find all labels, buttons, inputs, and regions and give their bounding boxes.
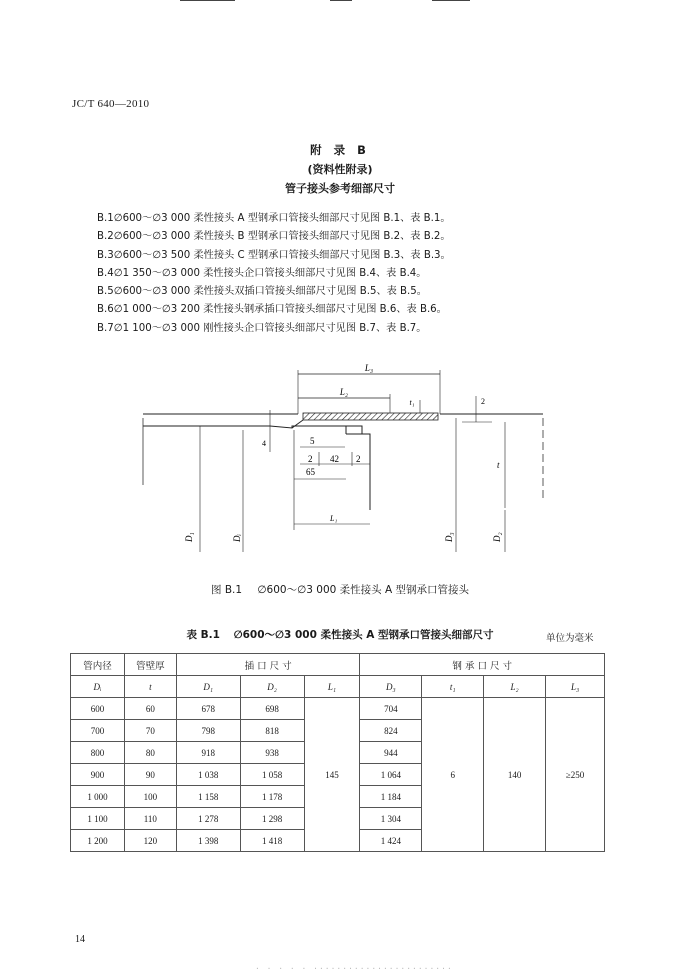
cell-di: 1 000: [71, 786, 125, 808]
header-l1: L₁: [304, 676, 360, 698]
clause-b1: B.1∅600～∅3 000 柔性接头 A 型钢承口管接头细部尺寸见图 B.1、表 B.1。: [97, 213, 451, 224]
label-two-right: 2: [481, 397, 485, 406]
cell-d1: 1 398: [176, 830, 240, 852]
cell-l2-shared: 140: [484, 698, 546, 852]
page-number: 14: [75, 934, 85, 945]
figure-caption: [0, 582, 680, 597]
cell-di: 1 100: [71, 808, 125, 830]
cell-d3: 1 064: [360, 764, 422, 786]
header-bell: 钢 承 口 尺 寸: [360, 654, 605, 676]
unit-label: 单位为毫米: [546, 633, 594, 644]
label-t1: t₁: [409, 398, 415, 407]
cell-d3: 1 304: [360, 808, 422, 830]
label-forty-two: 42: [330, 454, 339, 464]
label-four: 4: [262, 439, 266, 448]
header-l2: L₂: [484, 676, 546, 698]
cell-l1-shared: 145: [304, 698, 360, 852]
dimension-table: [70, 653, 605, 852]
label-l1: L₁: [330, 514, 338, 523]
cell-d1: 798: [176, 720, 240, 742]
cell-d3: 944: [360, 742, 422, 764]
label-five: 5: [310, 436, 315, 446]
cell-di: 700: [71, 720, 125, 742]
cell-t1-shared: 6: [422, 698, 484, 852]
clause-list: [97, 210, 451, 338]
document-code: JC/T 640—2010: [72, 98, 150, 110]
bell-flare: [292, 420, 303, 428]
cell-d2: 1 178: [240, 786, 304, 808]
label-sixty-five: 65: [306, 467, 315, 477]
label-di: Dᵢ: [232, 534, 242, 542]
clause-b2: B.2∅600～∅3 000 柔性接头 B 型钢承口管接头细部尺寸见图 B.2、表 B.2。: [97, 231, 451, 243]
cell-d1: 1 038: [176, 764, 240, 786]
joint-drawing-svg: [0, 360, 680, 570]
label-t: t: [497, 460, 500, 470]
label-d1: D₁: [184, 532, 194, 542]
top-edge-mark: [180, 0, 235, 1]
header-d1: D₁: [176, 676, 240, 698]
figure-title: ∅600～∅3 000 柔性接头 A 型钢承口管接头: [257, 584, 469, 596]
cell-d2: 1 298: [240, 808, 304, 830]
header-di-sym: Dᵢ: [71, 676, 125, 698]
clause-b4: B.4∅1 350～∅3 000 柔性接头企口管接头细部尺寸见图 B.4、表 B.4。: [97, 267, 427, 279]
table-number: 表 B.1: [186, 629, 220, 641]
steel-bell-ring: [303, 413, 438, 420]
figure-joint-drawing: [0, 360, 680, 570]
cell-t: 120: [124, 830, 176, 852]
clause-b3: B.3∅600～∅3 500 柔性接头 C 型钢承口管接头细部尺寸见图 B.3、表 B.3。: [97, 249, 451, 261]
table-row: [71, 698, 605, 720]
table-title: ∅600～∅3 000 柔性接头 A 型钢承口管接头细部尺寸: [233, 629, 494, 641]
cell-d3: 1 424: [360, 830, 422, 852]
appendix-title: 附 录 B: [310, 143, 370, 157]
header-t-sym: t: [124, 676, 176, 698]
label-l2: L₂: [339, 387, 349, 397]
cell-di: 800: [71, 742, 125, 764]
header-t1: t₁: [422, 676, 484, 698]
label-l3: L₃: [364, 363, 374, 373]
cell-d2: 1 418: [240, 830, 304, 852]
appendix-heading: 管子接头参考细部尺寸: [285, 182, 395, 195]
clause-b5: B.5∅600～∅3 000 柔性接头双插口管接头细部尺寸见图 B.5、表 B.5。: [97, 286, 427, 298]
cell-d2: 938: [240, 742, 304, 764]
cell-t: 100: [124, 786, 176, 808]
cell-d3: 704: [360, 698, 422, 720]
header-inner-dia: 管内径: [71, 654, 125, 676]
figure-number: 图 B.1: [211, 584, 243, 596]
label-two-c: 2: [356, 454, 361, 464]
cell-d1: 1 158: [176, 786, 240, 808]
header-d3: D₃: [360, 676, 422, 698]
cell-d2: 818: [240, 720, 304, 742]
scan-dotted-artifact: · · · · · ························: [255, 964, 453, 973]
cell-d3: 824: [360, 720, 422, 742]
cell-t: 70: [124, 720, 176, 742]
cell-t: 90: [124, 764, 176, 786]
header-wall: 管壁厚: [124, 654, 176, 676]
label-d3: D₃: [444, 532, 454, 542]
cell-di: 1 200: [71, 830, 125, 852]
top-edge-mark: [330, 0, 352, 1]
label-d2: D₂: [492, 532, 502, 542]
header-l3: L₃: [546, 676, 605, 698]
cell-d1: 678: [176, 698, 240, 720]
top-edge-mark: [432, 0, 470, 1]
table-header-row-2: [71, 676, 605, 698]
cell-t: 80: [124, 742, 176, 764]
clause-b7: B.7∅1 100～∅3 000 刚性接头企口管接头细部尺寸见图 B.7、表 B.7。: [97, 322, 427, 334]
appendix-subtitle: (资料性附录): [307, 163, 373, 176]
clause-b6: B.6∅1 000～∅3 200 柔性接头钢承插口管接头细部尺寸见图 B.6、表 B.6。: [97, 304, 447, 316]
cell-l3-shared: ≥250: [546, 698, 605, 852]
cell-di: 600: [71, 698, 125, 720]
cell-di: 900: [71, 764, 125, 786]
label-two-b: 2: [308, 454, 313, 464]
cell-t: 60: [124, 698, 176, 720]
spigot-profile: [143, 426, 370, 510]
cell-d2: 1 058: [240, 764, 304, 786]
cell-t: 110: [124, 808, 176, 830]
cell-d1: 918: [176, 742, 240, 764]
header-spigot: 插 口 尺 寸: [176, 654, 360, 676]
cell-d1: 1 278: [176, 808, 240, 830]
header-d2: D₂: [240, 676, 304, 698]
cell-d2: 698: [240, 698, 304, 720]
cell-d3: 1 184: [360, 786, 422, 808]
table-header-row-1: [71, 654, 605, 676]
